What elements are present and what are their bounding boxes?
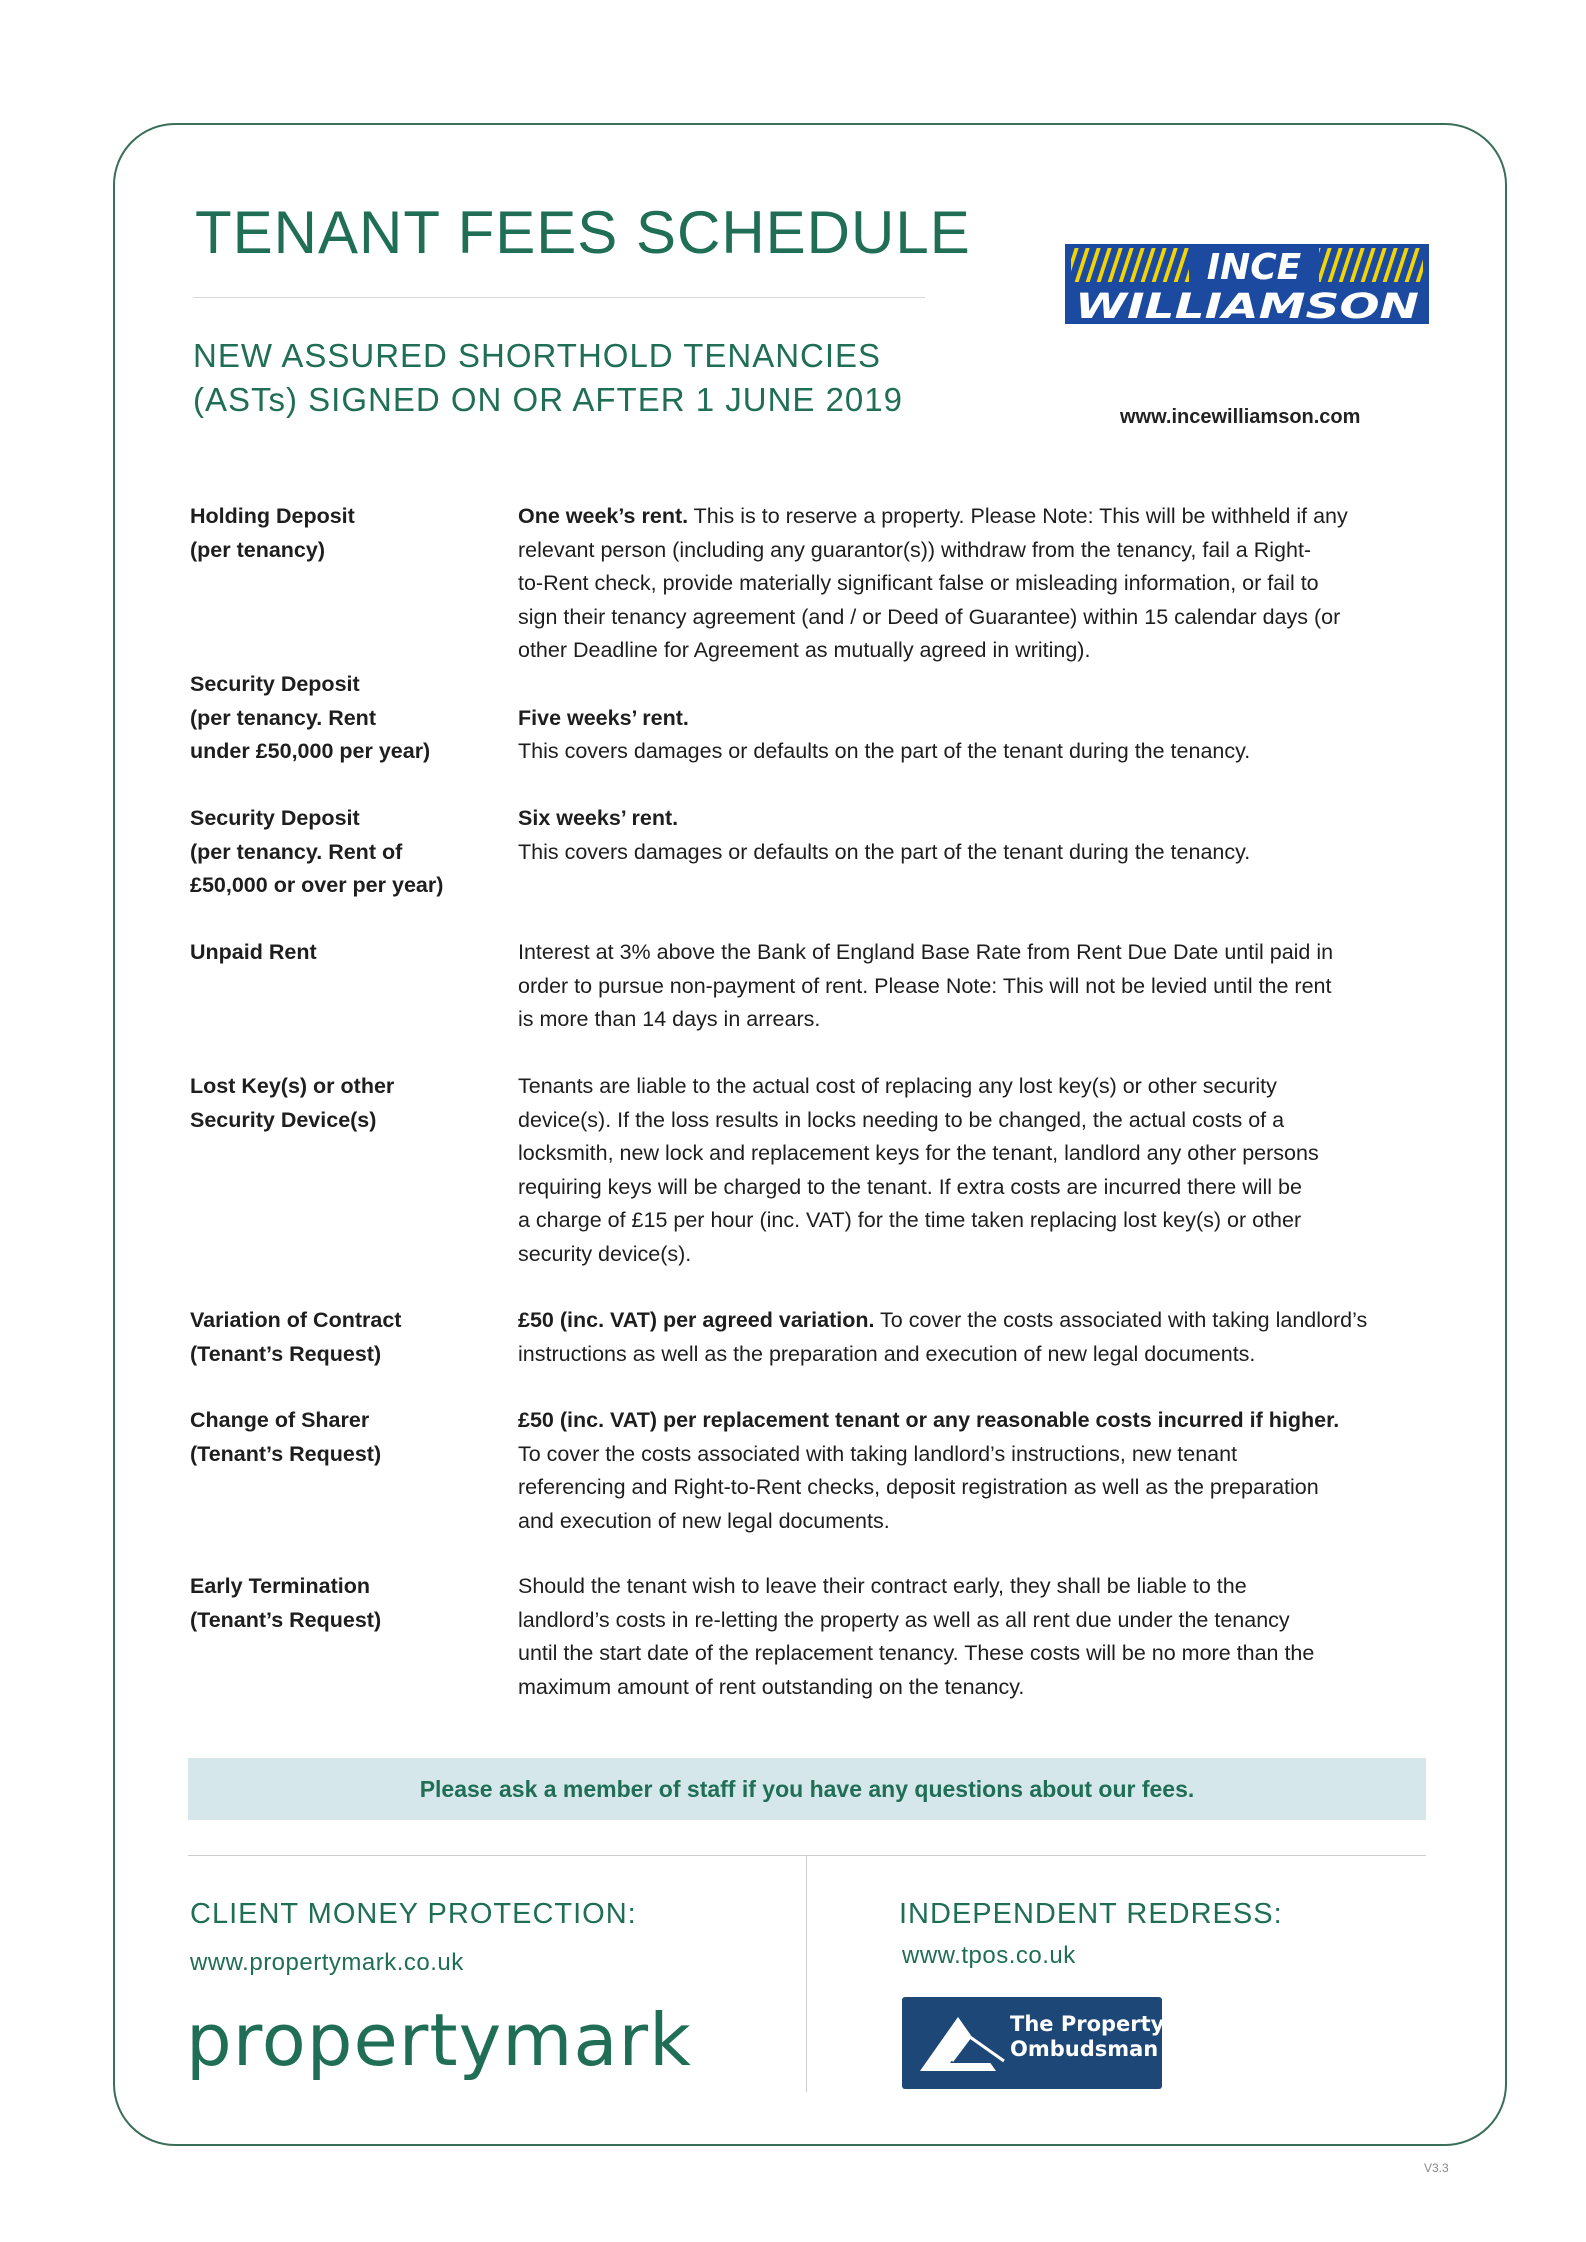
fee-name-line: (per tenancy. Rent of xyxy=(190,839,403,864)
version-label: V3.3 xyxy=(1424,2161,1449,2175)
fee-description-line xyxy=(518,702,1446,736)
fee-name-line: (Tenant’s Request) xyxy=(190,1341,382,1366)
fee-amount: £50 (inc. VAT) per agreed variation. xyxy=(518,1308,875,1332)
fee-description-text: and execution of new legal documents. xyxy=(518,1508,890,1533)
fee-description-line xyxy=(518,1338,1446,1372)
logo-text-line1: INCE xyxy=(1206,247,1302,288)
fee-description-line xyxy=(518,601,1446,635)
fee-description-line xyxy=(518,1070,1446,1104)
fee-description-text: until the start date of the replacement tenancy. These costs will be no more than the xyxy=(518,1641,1315,1665)
fee-description-line xyxy=(518,1570,1446,1604)
fee-description-line xyxy=(518,802,1446,836)
fee-description-line xyxy=(518,567,1446,601)
ombudsman-logo-text xyxy=(1010,2012,1164,2062)
fee-description-line xyxy=(518,1505,1446,1539)
fee-amount: Five weeks’ rent. xyxy=(518,705,689,730)
fee-description-line xyxy=(518,668,1446,702)
footer-divider xyxy=(188,1855,1426,1856)
fee-amount: £50 (inc. VAT) per replacement tenant or any reasonable costs incurred if higher. xyxy=(518,1408,1340,1432)
fee-description-text: device(s). If the loss results in locks needing to be changed, the actual costs of a xyxy=(518,1107,1285,1132)
ombudsman-logo-line: The Property xyxy=(1010,2012,1165,2036)
fee-description xyxy=(518,1570,1446,1704)
fee-name xyxy=(190,1404,480,1471)
fee-description-line xyxy=(518,1238,1446,1272)
fee-name-line: Security Device(s) xyxy=(190,1107,377,1132)
fee-description xyxy=(518,668,1446,769)
independent-redress-heading: INDEPENDENT REDRESS: xyxy=(899,1898,1283,1930)
fee-description-line xyxy=(518,534,1446,568)
fee-description-line xyxy=(518,1204,1446,1238)
page-subtitle xyxy=(193,334,953,422)
ombudsman-logo-line: Ombudsman xyxy=(1010,2037,1159,2061)
fee-description-text: landlord’s costs in re-letting the property as well as all rent due under the tenancy xyxy=(518,1607,1290,1632)
fee-name xyxy=(190,1570,480,1637)
fee-amount: One week’s rent. xyxy=(518,504,689,528)
fee-name-line: (Tenant’s Request) xyxy=(190,1607,382,1632)
fee-description-line xyxy=(518,1003,1446,1037)
fee-description-text: order to pursue non-payment of rent. Please Note: This will not be levied until the rent xyxy=(518,973,1332,998)
client-money-heading: CLIENT MONEY PROTECTION: xyxy=(190,1898,637,1930)
fee-name xyxy=(190,668,480,769)
fee-description xyxy=(518,802,1446,869)
property-ombudsman-logo xyxy=(902,1997,1165,2089)
fee-description-text: This is to reserve a property. Please Note: This will be withheld if any xyxy=(688,504,1348,528)
fee-name xyxy=(190,936,480,970)
fee-description-text: referencing and Right-to-Rent checks, deposit registration as well as the preparation xyxy=(518,1475,1319,1499)
fee-description-line xyxy=(518,1404,1446,1438)
logo-text-line2: WILLIAMSON xyxy=(1075,287,1419,324)
fee-name-line: Holding Deposit xyxy=(190,504,355,528)
questions-banner: Please ask a member of staff if you have any questions about our fees. xyxy=(188,1758,1426,1820)
fee-name-line: Variation of Contract xyxy=(190,1308,402,1332)
fee-name-line: Change of Sharer xyxy=(190,1408,370,1432)
fee-description-line xyxy=(518,634,1446,668)
subtitle-line: (ASTs) SIGNED ON OR AFTER 1 JUNE 2019 xyxy=(193,381,903,418)
fee-description-line xyxy=(518,500,1446,534)
fee-name xyxy=(190,1070,480,1137)
fee-description-text: requiring keys will be charged to the tenant. If extra costs are incurred there will be xyxy=(518,1174,1302,1199)
fee-description-text: locksmith, new lock and replacement keys for the tenant, landlord any other persons xyxy=(518,1141,1319,1165)
fee-name-line: Security Deposit xyxy=(190,806,360,830)
ince-williamson-logo xyxy=(1065,244,1429,324)
fee-description xyxy=(518,1070,1446,1271)
fee-name xyxy=(190,802,480,903)
company-website-link[interactable]: www.incewilliamson.com xyxy=(1120,406,1361,428)
fee-description-line xyxy=(518,970,1446,1004)
fee-description-line xyxy=(518,936,1446,970)
fee-name-line: Unpaid Rent xyxy=(190,940,317,964)
fee-description-text: maximum amount of rent outstanding on the tenancy. xyxy=(518,1674,1025,1699)
fee-description xyxy=(518,500,1446,668)
propertymark-logo: propertymark xyxy=(186,1998,692,2082)
fee-name-line: under £50,000 per year) xyxy=(190,739,431,763)
fee-description-text: Tenants are liable to the actual cost of replacing any lost key(s) or other security xyxy=(518,1074,1277,1098)
fee-description-text: This covers damages or defaults on the part of the tenant during the tenancy. xyxy=(518,839,1251,864)
fee-description-line xyxy=(518,1304,1446,1338)
fee-name xyxy=(190,1304,480,1371)
fee-name-line: (per tenancy. Rent xyxy=(190,705,376,730)
fee-description-line xyxy=(518,1137,1446,1171)
fee-name-line: Early Termination xyxy=(190,1574,371,1598)
fee-name-line: Security Deposit xyxy=(190,672,360,696)
subtitle-line: NEW ASSURED SHORTHOLD TENANCIES xyxy=(193,337,882,374)
fee-name-line: (per tenancy) xyxy=(190,537,326,562)
fee-name-line: £50,000 or over per year) xyxy=(190,873,444,897)
footer-column-divider xyxy=(806,1855,807,2092)
fee-description-text: a charge of £15 per hour (inc. VAT) for the time taken replacing lost key(s) or other xyxy=(518,1208,1302,1232)
fee-description xyxy=(518,1404,1446,1538)
fee-name-line: (Tenant’s Request) xyxy=(190,1441,382,1466)
fee-description-text: Interest at 3% above the Bank of England Base Rate from Rent Due Date until paid in xyxy=(518,940,1334,964)
title-divider xyxy=(193,297,925,298)
fee-description-line xyxy=(518,735,1446,769)
fee-description-line xyxy=(518,1171,1446,1205)
fee-description-line xyxy=(518,1438,1446,1472)
fee-description-line xyxy=(518,1104,1446,1138)
fee-description-text: Should the tenant wish to leave their contract early, they shall be liable to the xyxy=(518,1574,1247,1598)
fee-description-text: security device(s). xyxy=(518,1241,692,1266)
fee-description-line xyxy=(518,1471,1446,1505)
fee-description-text: This covers damages or defaults on the part of the tenant during the tenancy. xyxy=(518,739,1251,763)
fee-description xyxy=(518,1304,1446,1371)
fee-description-text: other Deadline for Agreement as mutually agreed in writing). xyxy=(518,638,1091,662)
fee-description-line xyxy=(518,1604,1446,1638)
fee-description-line xyxy=(518,1637,1446,1671)
fee-description-text: To cover the costs associated with taking landlord’s xyxy=(874,1308,1368,1332)
fee-description-line xyxy=(518,1671,1446,1705)
page-title: TENANT FEES SCHEDULE xyxy=(195,199,971,266)
tpos-link[interactable]: www.tpos.co.uk xyxy=(902,1942,1076,1969)
ombudsman-triangle-icon xyxy=(912,2011,1008,2075)
fee-description-text: To cover the costs associated with taking landlord’s instructions, new tenant xyxy=(518,1441,1238,1466)
fee-description-line xyxy=(518,836,1446,870)
fee-description xyxy=(518,936,1446,1037)
fee-amount: Six weeks’ rent. xyxy=(518,806,679,830)
fee-name-line: Lost Key(s) or other xyxy=(190,1074,395,1098)
propertymark-link[interactable]: www.propertymark.co.uk xyxy=(190,1949,464,1976)
fee-description-text: is more than 14 days in arrears. xyxy=(518,1007,821,1031)
fee-description-text: sign their tenancy agreement (and / or Deed of Guarantee) within 15 calendar days (or xyxy=(518,604,1341,629)
fee-description-text: instructions as well as the preparation and execution of new legal documents. xyxy=(518,1341,1256,1366)
fee-name xyxy=(190,500,480,567)
fee-description-text: to-Rent check, provide materially significant false or misleading information, or fail to xyxy=(518,571,1319,595)
fee-description-text: relevant person (including any guarantor(s)) withdraw from the tenancy, fail a Right- xyxy=(518,537,1312,562)
